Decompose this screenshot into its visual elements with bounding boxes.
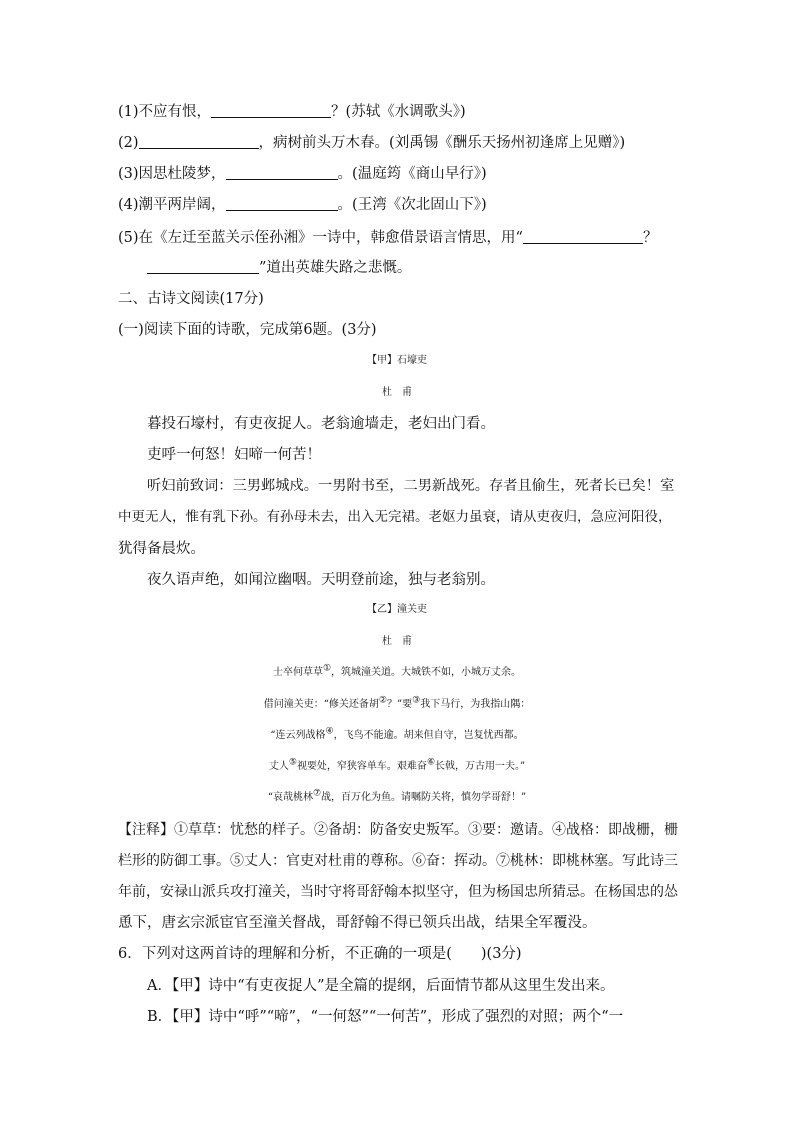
- footnote-marker: ①: [322, 663, 332, 674]
- answer-blank-5[interactable]: [523, 229, 643, 244]
- fill-in-5-post: ？: [642, 230, 658, 246]
- poem-a-line-1: 暮投石壕村，有吏夜捉人。老翁逾墙走，老妇出门看。: [147, 416, 495, 432]
- fill-in-2-pre: (2): [118, 135, 139, 151]
- poem-b-line-4: 丈人⑤视要处，窄狭容单车。艰难奋⑥长戟，万古用一夫。”: [268, 757, 526, 772]
- footnote-marker: ③: [412, 695, 421, 706]
- footnote-marker: ⑦: [312, 788, 322, 799]
- option-a[interactable]: A．【甲】诗中“有吏夜捉人”是全篇的提纲，后面情节都从这里生发出来。: [147, 978, 615, 994]
- answer-blank-4[interactable]: [226, 196, 338, 211]
- poem-a-line-4: 中更无人，惟有乳下孙。有孙母未去，出入无完裙。老妪力虽衰，请从吏夜归，急应河阳役，: [118, 509, 672, 525]
- question-stem: 6．下列对这两首诗的理解和分析，不正确的一项是( )(3分): [118, 946, 522, 962]
- answer-blank-3[interactable]: [226, 165, 338, 180]
- fill-in-4: [118, 195, 487, 215]
- fill-in-1-pre: (1)不应有恨，: [118, 104, 212, 120]
- fill-in-2: [118, 133, 625, 153]
- fill-in-3-post: 。(温庭筠《商山早行》): [337, 166, 487, 182]
- fill-in-4-pre: (4)潮平两岸阔，: [118, 197, 226, 213]
- subsection-title: (一)阅读下面的诗歌，完成第6题。(3分): [118, 322, 377, 338]
- fill-in-1: [118, 102, 466, 122]
- footnote-marker: ②: [378, 695, 387, 706]
- fill-in-3: [118, 164, 487, 184]
- poem-a-author: 杜 甫: [382, 387, 412, 398]
- footnote-marker: ⑥: [426, 757, 436, 768]
- notes-line-2: 栏形的防御工事。⑤丈人：官吏对杜甫的尊称。⑥奋：挥动。⑦桃林：即桃林塞。写此诗三: [118, 853, 678, 869]
- footnote-marker: ⑤: [288, 757, 297, 768]
- fill-in-3-pre: (3)因思杜陵梦，: [118, 166, 226, 182]
- fill-in-6-post: ”道出英雄失路之悲慨。: [259, 260, 412, 276]
- fill-in-4-post: 。(王湾《次北固山下》): [337, 197, 487, 213]
- option-b[interactable]: B．【甲】诗中“呼”“啼”，“一何怒”“一何苦”，形成了强烈的对照；两个“一: [147, 1009, 624, 1025]
- notes-line-4: 恿下，唐玄宗派宦官至潼关督战，哥舒翰不得已领兵出战，结果全军覆没。: [118, 915, 597, 931]
- poem-b-line-1: 士卒何草草①，筑城潼关道。大城铁不如，小城万丈余。: [272, 663, 522, 678]
- fill-in-2-post: ，病树前头万木春。(刘禹锡《酬乐天扬州初逢席上见赠》): [258, 135, 626, 151]
- poem-b-title: 【乙】潼关吏: [367, 604, 427, 615]
- notes-line-1: 【注释】①草草：忧愁的样子。②备胡：防备安史叛军。③要：邀请。④战格：即战栅，栅: [118, 822, 678, 838]
- fill-in-6: [147, 258, 411, 278]
- poem-a-title: 【甲】石壕吏: [367, 355, 427, 366]
- notes-line-3: 年前，安禄山派兵攻打潼关，当时守将哥舒翰本拟坚守，但为杨国忠所猜忌。在杨国忠的怂: [118, 884, 678, 900]
- answer-blank-2[interactable]: [139, 134, 259, 149]
- poem-a-line-5: 犹得备晨炊。: [118, 541, 205, 557]
- poem-b-author: 杜 甫: [382, 636, 412, 647]
- fill-in-1-post: ？(苏轼《水调歌头》): [331, 104, 466, 120]
- footnote-marker: ④: [325, 726, 334, 737]
- poem-a-line-3: 听妇前致词：三男邺城戍。一男附书至，二男新战死。存者且偷生，死者长已矣！室: [147, 478, 675, 494]
- poem-b-line-3: “连云列战格④，飞鸟不能逾。胡来但自守，岂复忧西都。: [270, 726, 524, 741]
- fill-in-5-pre: (5)在《左迁至蓝关示侄孙湘》一诗中，韩愈借景语言情思，用“: [118, 230, 523, 246]
- section-title: 二、古诗文阅读(17分): [118, 291, 264, 307]
- poem-a-line-2: 吏呼一何怒！妇啼一何苦！: [147, 447, 321, 463]
- poem-b-line-2: 借问潼关吏：“修关还备胡②？”要③我下马行，为我指山隅：: [263, 695, 531, 710]
- answer-blank-6[interactable]: [147, 259, 259, 274]
- answer-blank-1[interactable]: [211, 103, 331, 118]
- poem-a-line-6: 夜久语声绝，如闻泣幽咽。天明登前途，独与老翁别。: [147, 572, 495, 588]
- fill-in-5: [118, 228, 657, 248]
- poem-b-line-5: “哀哉桃林⑦战，百万化为鱼。请嘱防关将，慎勿学哥舒！”: [267, 788, 527, 803]
